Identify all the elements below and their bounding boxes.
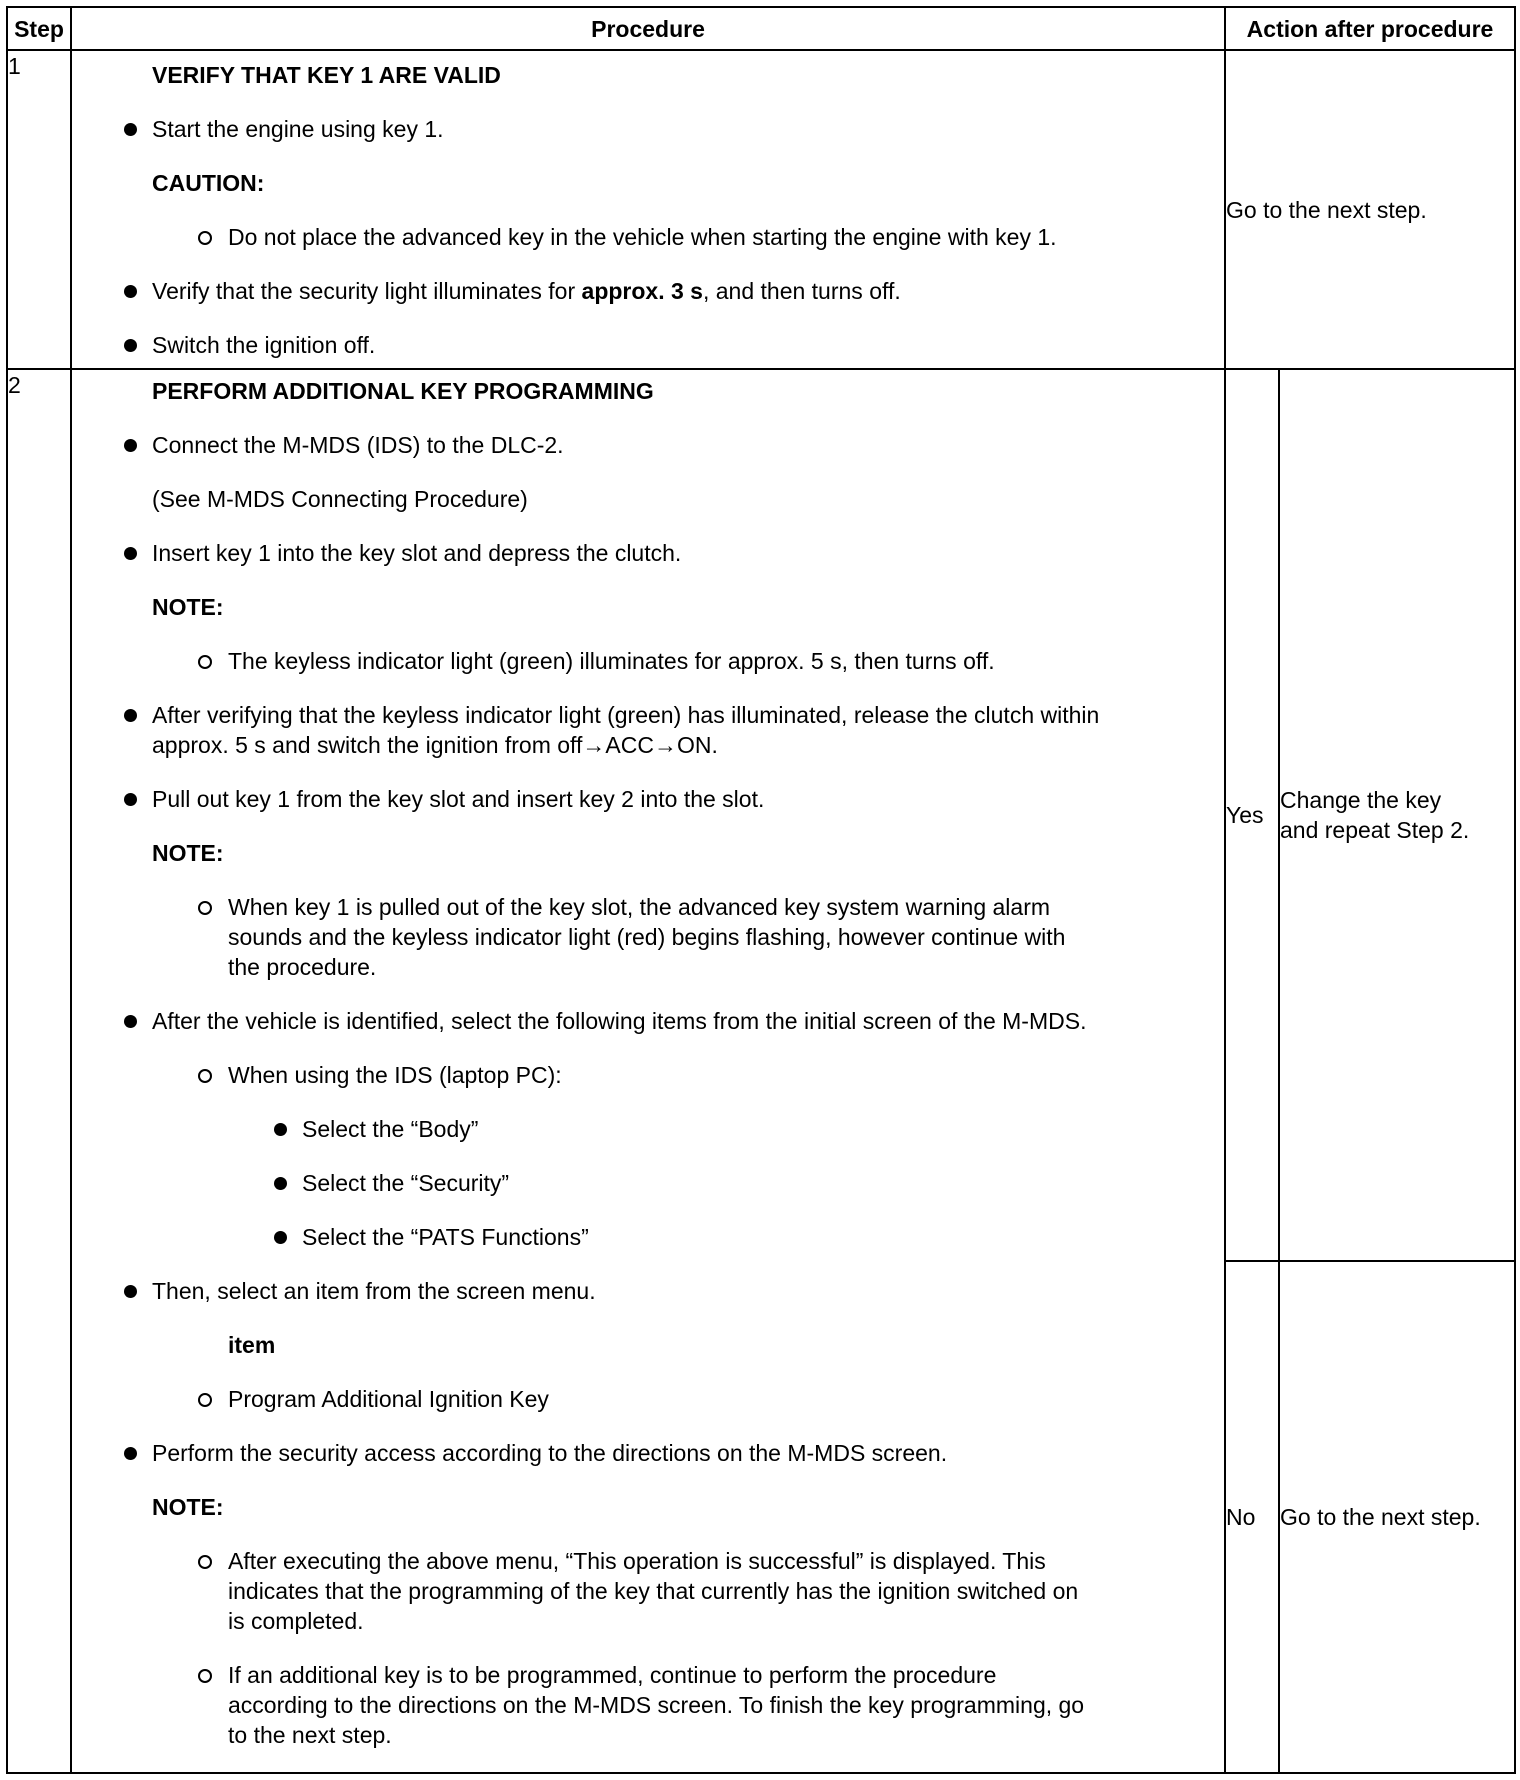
- list-item: [72, 1114, 1224, 1144]
- caution-text: Do not place the advanced key in the vehicle when starting the engine with key 1.: [228, 224, 1057, 250]
- no-action: Go to the next step.: [1279, 1261, 1515, 1773]
- list-item: [72, 1438, 1224, 1468]
- circle-bullet-icon: [198, 1669, 212, 1683]
- note-3a-text-line-2: indicates that the programming of the key that currently has the ignition switched on: [228, 1578, 1079, 1604]
- item-label: item: [228, 1332, 276, 1358]
- bullet-icon: [124, 709, 137, 722]
- bullet-icon: [124, 793, 137, 806]
- step-2-item-release-clutch-line-1: After verifying that the keyless indicator light (green) has illuminated, release the clutch within: [152, 702, 1100, 728]
- note-1-text: The keyless indicator light (green) illuminates for approx. 5 s, then turns off.: [228, 648, 995, 674]
- note-3a-text-line-3: is completed.: [228, 1608, 364, 1634]
- step-1-item-verify-duration: approx. 3 s: [581, 278, 703, 304]
- item-program-additional-key: Program Additional Ignition Key: [228, 1386, 549, 1412]
- note-label-3: NOTE:: [152, 1494, 224, 1520]
- bullet-icon: [124, 339, 137, 352]
- bullet-icon: [124, 1447, 137, 1460]
- bullet-icon: [124, 1285, 137, 1298]
- procedure-step-2: [71, 369, 1225, 1773]
- list-item: [72, 700, 1224, 760]
- list-item: [72, 1222, 1224, 1252]
- step-number-1: 1: [7, 50, 71, 369]
- step-2-item-release-clutch-line-2: approx. 5 s and switch the ignition from off→ACC→ON.: [152, 732, 718, 758]
- step-1-item-start-engine: Start the engine using key 1.: [152, 116, 444, 142]
- step-2-item-connect: Connect the M-MDS (IDS) to the DLC-2.: [152, 432, 564, 458]
- header-procedure: Procedure: [71, 7, 1225, 50]
- select-security-text: Select the “Security”: [302, 1170, 510, 1196]
- list-item: [72, 1276, 1224, 1306]
- table-row-step-1: [7, 50, 1515, 369]
- circle-bullet-icon: [198, 1393, 212, 1407]
- circle-bullet-icon: [198, 231, 212, 245]
- list-item: [72, 114, 1224, 144]
- step-1-action: Go to the next step.: [1225, 50, 1515, 369]
- header-action: Action after procedure: [1225, 7, 1515, 50]
- note-3a-text-line-1: After executing the above menu, “This operation is successful” is displayed. This: [228, 1548, 1046, 1574]
- header-step: Step: [7, 7, 71, 50]
- connecting-procedure-reference: (See M-MDS Connecting Procedure): [152, 486, 528, 512]
- circle-bullet-icon: [198, 901, 212, 915]
- yes-label: Yes: [1225, 369, 1279, 1261]
- step-1-title: VERIFY THAT KEY 1 ARE VALID: [152, 62, 501, 88]
- bullet-icon: [124, 285, 137, 298]
- note-3b-text-line-2: according to the directions on the M-MDS screen. To finish the key programming, go: [228, 1692, 1085, 1718]
- list-item: [72, 1660, 1224, 1750]
- step-1-item-switch-off: Switch the ignition off.: [152, 332, 376, 358]
- circle-bullet-icon: [198, 1069, 212, 1083]
- step-2-item-swap-key: Pull out key 1 from the key slot and insert key 2 into the slot.: [152, 786, 765, 812]
- procedure-table: [6, 6, 1516, 1774]
- no-label: No: [1225, 1261, 1279, 1773]
- note-label-2: NOTE:: [152, 840, 224, 866]
- step-2-item-screen-menu: Then, select an item from the screen menu.: [152, 1278, 596, 1304]
- list-item: [72, 330, 1224, 360]
- list-item: [72, 430, 1224, 460]
- bullet-icon: [274, 1231, 287, 1244]
- step-2-item-select-items: After the vehicle is identified, select the following items from the initial screen of the M-MDS.: [152, 1008, 1087, 1034]
- list-item: [72, 1546, 1224, 1636]
- bullet-icon: [274, 1123, 287, 1136]
- yes-action-line-2: and repeat Step 2.: [1280, 817, 1470, 843]
- step-2-item-security-access: Perform the security access according to the directions on the M-MDS screen.: [152, 1440, 948, 1466]
- bullet-icon: [274, 1177, 287, 1190]
- caution-label: CAUTION:: [152, 170, 265, 196]
- select-pats-text: Select the “PATS Functions”: [302, 1224, 589, 1250]
- list-item: [72, 1006, 1224, 1036]
- note-3b-text-line-1: If an additional key is to be programmed, continue to perform the procedure: [228, 1662, 997, 1688]
- list-item: [72, 276, 1224, 306]
- bullet-icon: [124, 547, 137, 560]
- note-label-1: NOTE:: [152, 594, 224, 620]
- yes-action: [1279, 369, 1515, 1261]
- note-2-text-line-3: the procedure.: [228, 954, 377, 980]
- table-row-step-2-yes: [7, 369, 1515, 1261]
- list-item: [72, 222, 1224, 252]
- list-item: [72, 1060, 1224, 1090]
- note-2-text-line-2: sounds and the keyless indicator light (red) begins flashing, however continue with: [228, 924, 1066, 950]
- circle-bullet-icon: [198, 655, 212, 669]
- list-item: [72, 646, 1224, 676]
- list-item: [72, 538, 1224, 568]
- step-2-item-insert-key: Insert key 1 into the key slot and depress the clutch.: [152, 540, 682, 566]
- table-header-row: [7, 7, 1515, 50]
- bullet-icon: [124, 123, 137, 136]
- procedure-step-1: [71, 50, 1225, 369]
- bullet-icon: [124, 439, 137, 452]
- step-1-item-verify-suffix: , and then turns off.: [702, 278, 901, 304]
- list-item: [72, 1168, 1224, 1198]
- list-item: [72, 784, 1224, 814]
- yes-action-line-1: Change the key: [1280, 787, 1442, 813]
- list-item: [72, 1384, 1224, 1414]
- bullet-icon: [124, 1015, 137, 1028]
- note-3b-text-line-3: to the next step.: [228, 1722, 392, 1748]
- circle-bullet-icon: [198, 1555, 212, 1569]
- list-item: [72, 892, 1224, 982]
- note-2-text-line-1: When key 1 is pulled out of the key slot, the advanced key system warning alarm: [228, 894, 1051, 920]
- step-2-title: PERFORM ADDITIONAL KEY PROGRAMMING: [152, 378, 654, 404]
- step-number-2: 2: [7, 369, 71, 1773]
- ids-usage-text: When using the IDS (laptop PC):: [228, 1062, 562, 1088]
- step-1-item-verify-prefix: Verify that the security light illuminates for: [152, 278, 582, 304]
- select-body-text: Select the “Body”: [302, 1116, 479, 1142]
